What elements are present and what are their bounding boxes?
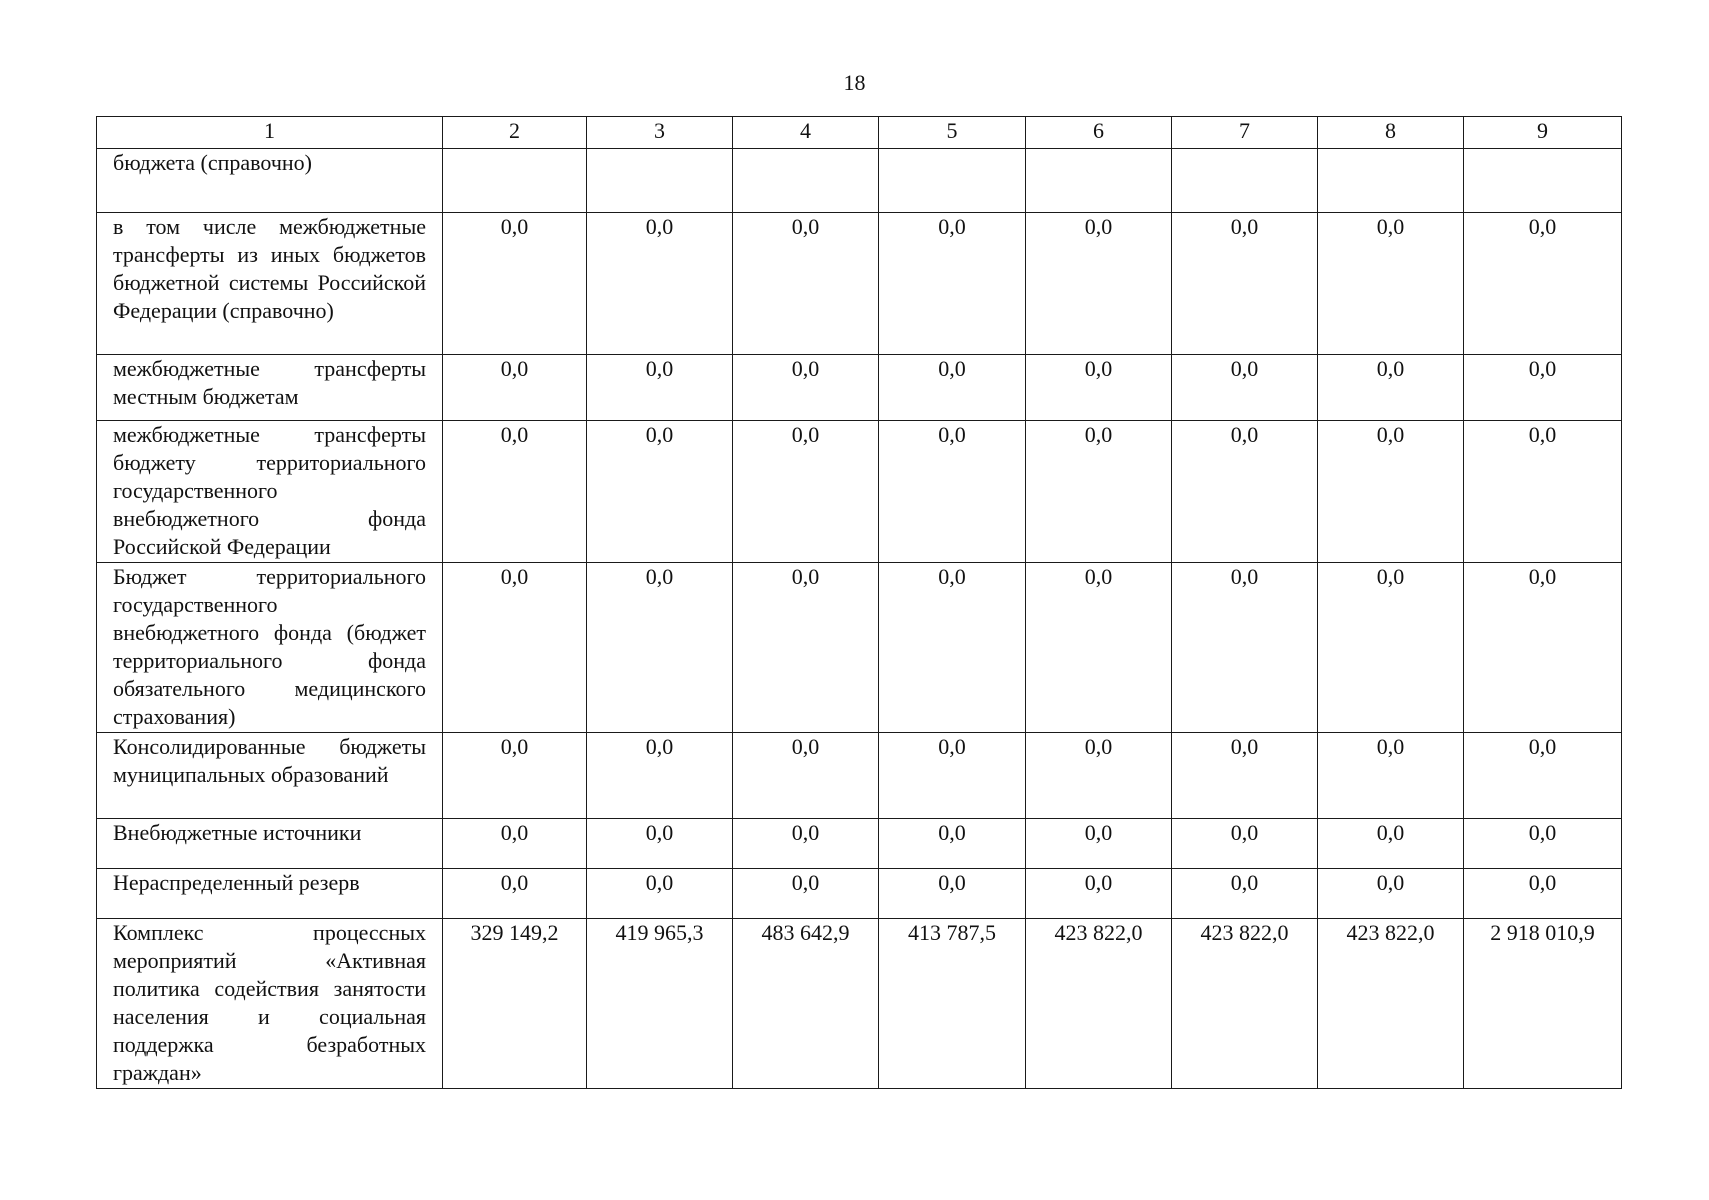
row-value: 0,0 — [587, 819, 733, 869]
row-value: 0,0 — [443, 563, 587, 733]
row-value: 0,0 — [733, 869, 879, 919]
row-value: 0,0 — [443, 869, 587, 919]
row-value: 0,0 — [879, 213, 1026, 355]
row-value: 0,0 — [1464, 355, 1622, 421]
row-value: 0,0 — [1464, 819, 1622, 869]
row-value — [879, 149, 1026, 213]
row-value: 0,0 — [1172, 733, 1318, 819]
row-value: 0,0 — [1172, 355, 1318, 421]
row-value: 483 642,9 — [733, 919, 879, 1089]
column-header: 1 — [97, 117, 443, 149]
row-label: Нераспределенный резерв — [97, 869, 443, 919]
row-value: 0,0 — [1026, 213, 1172, 355]
table-row — [97, 819, 1622, 869]
row-label: бюджета (справочно) — [97, 149, 443, 213]
row-value: 0,0 — [879, 869, 1026, 919]
column-header: 7 — [1172, 117, 1318, 149]
row-value: 2 918 010,9 — [1464, 919, 1622, 1089]
row-value: 329 149,2 — [443, 919, 587, 1089]
row-value: 0,0 — [1318, 819, 1464, 869]
row-value: 0,0 — [1318, 213, 1464, 355]
row-value: 0,0 — [587, 869, 733, 919]
row-value — [1318, 149, 1464, 213]
row-value: 0,0 — [587, 733, 733, 819]
column-header: 9 — [1464, 117, 1622, 149]
column-header: 5 — [879, 117, 1026, 149]
table-row — [97, 355, 1622, 421]
row-value: 0,0 — [1464, 869, 1622, 919]
row-value: 0,0 — [1172, 819, 1318, 869]
table-row — [97, 869, 1622, 919]
row-value — [1172, 149, 1318, 213]
row-value: 0,0 — [879, 563, 1026, 733]
row-value: 0,0 — [879, 733, 1026, 819]
row-value: 0,0 — [733, 355, 879, 421]
row-value: 0,0 — [443, 421, 587, 563]
row-value: 423 822,0 — [1172, 919, 1318, 1089]
table-row — [97, 919, 1622, 1089]
row-value — [443, 149, 587, 213]
row-value: 0,0 — [443, 355, 587, 421]
row-value: 0,0 — [1318, 355, 1464, 421]
row-value: 0,0 — [587, 213, 733, 355]
row-value: 0,0 — [733, 563, 879, 733]
column-header: 4 — [733, 117, 879, 149]
row-value: 0,0 — [1318, 421, 1464, 563]
column-header: 2 — [443, 117, 587, 149]
table-row — [97, 563, 1622, 733]
row-value: 0,0 — [1026, 733, 1172, 819]
column-header: 8 — [1318, 117, 1464, 149]
row-value — [1464, 149, 1622, 213]
row-value: 0,0 — [733, 421, 879, 563]
row-value: 0,0 — [1318, 563, 1464, 733]
row-value: 0,0 — [1172, 213, 1318, 355]
row-value: 0,0 — [1464, 213, 1622, 355]
table-row — [97, 421, 1622, 563]
row-value: 0,0 — [587, 355, 733, 421]
row-value: 413 787,5 — [879, 919, 1026, 1089]
row-value: 419 965,3 — [587, 919, 733, 1089]
budget-table — [96, 116, 1622, 1089]
row-value: 0,0 — [1026, 869, 1172, 919]
row-label: Комплекс процессных мероприятий «Активная политика содействия занятости населения и социальная поддержка безработных граждан» — [97, 919, 443, 1089]
row-label: Консолидированные бюджеты муниципальных образований — [97, 733, 443, 819]
row-value: 0,0 — [1464, 421, 1622, 563]
table-row — [97, 213, 1622, 355]
row-value: 0,0 — [1026, 563, 1172, 733]
page-number: 18 — [843, 70, 866, 95]
row-value: 0,0 — [879, 421, 1026, 563]
row-value: 0,0 — [1026, 355, 1172, 421]
row-value: 0,0 — [1026, 819, 1172, 869]
row-label: межбюджетные трансферты местным бюджетам — [97, 355, 443, 421]
row-value: 0,0 — [1172, 869, 1318, 919]
row-value: 0,0 — [1318, 869, 1464, 919]
row-value — [733, 149, 879, 213]
row-value: 0,0 — [1026, 421, 1172, 563]
row-value: 0,0 — [587, 421, 733, 563]
row-value: 0,0 — [587, 563, 733, 733]
row-value: 0,0 — [1464, 563, 1622, 733]
row-label: Бюджет территориального государственного внебюджетного фонда (бюджет территориального фонда обязательного медицинского страхования) — [97, 563, 443, 733]
column-header: 6 — [1026, 117, 1172, 149]
row-value — [587, 149, 733, 213]
row-value: 0,0 — [1172, 563, 1318, 733]
row-label: Внебюджетные источники — [97, 819, 443, 869]
row-value: 0,0 — [879, 819, 1026, 869]
row-value: 423 822,0 — [1026, 919, 1172, 1089]
row-value: 0,0 — [733, 733, 879, 819]
table-row — [97, 733, 1622, 819]
row-value: 0,0 — [443, 819, 587, 869]
row-value — [1026, 149, 1172, 213]
table-row — [97, 149, 1622, 213]
row-value: 0,0 — [443, 733, 587, 819]
row-value: 0,0 — [1464, 733, 1622, 819]
row-value: 0,0 — [1172, 421, 1318, 563]
row-label: в том числе межбюджетные трансферты из иных бюджетов бюджетной системы Российской Федерации (справочно) — [97, 213, 443, 355]
row-value: 0,0 — [733, 213, 879, 355]
column-header: 3 — [587, 117, 733, 149]
row-value: 0,0 — [879, 355, 1026, 421]
row-value: 0,0 — [443, 213, 587, 355]
row-value: 0,0 — [1318, 733, 1464, 819]
table-header-row — [97, 117, 1622, 149]
row-value: 423 822,0 — [1318, 919, 1464, 1089]
row-label: межбюджетные трансферты бюджету территориального государственного внебюджетного фонда Российской Федерации — [97, 421, 443, 563]
row-value: 0,0 — [733, 819, 879, 869]
